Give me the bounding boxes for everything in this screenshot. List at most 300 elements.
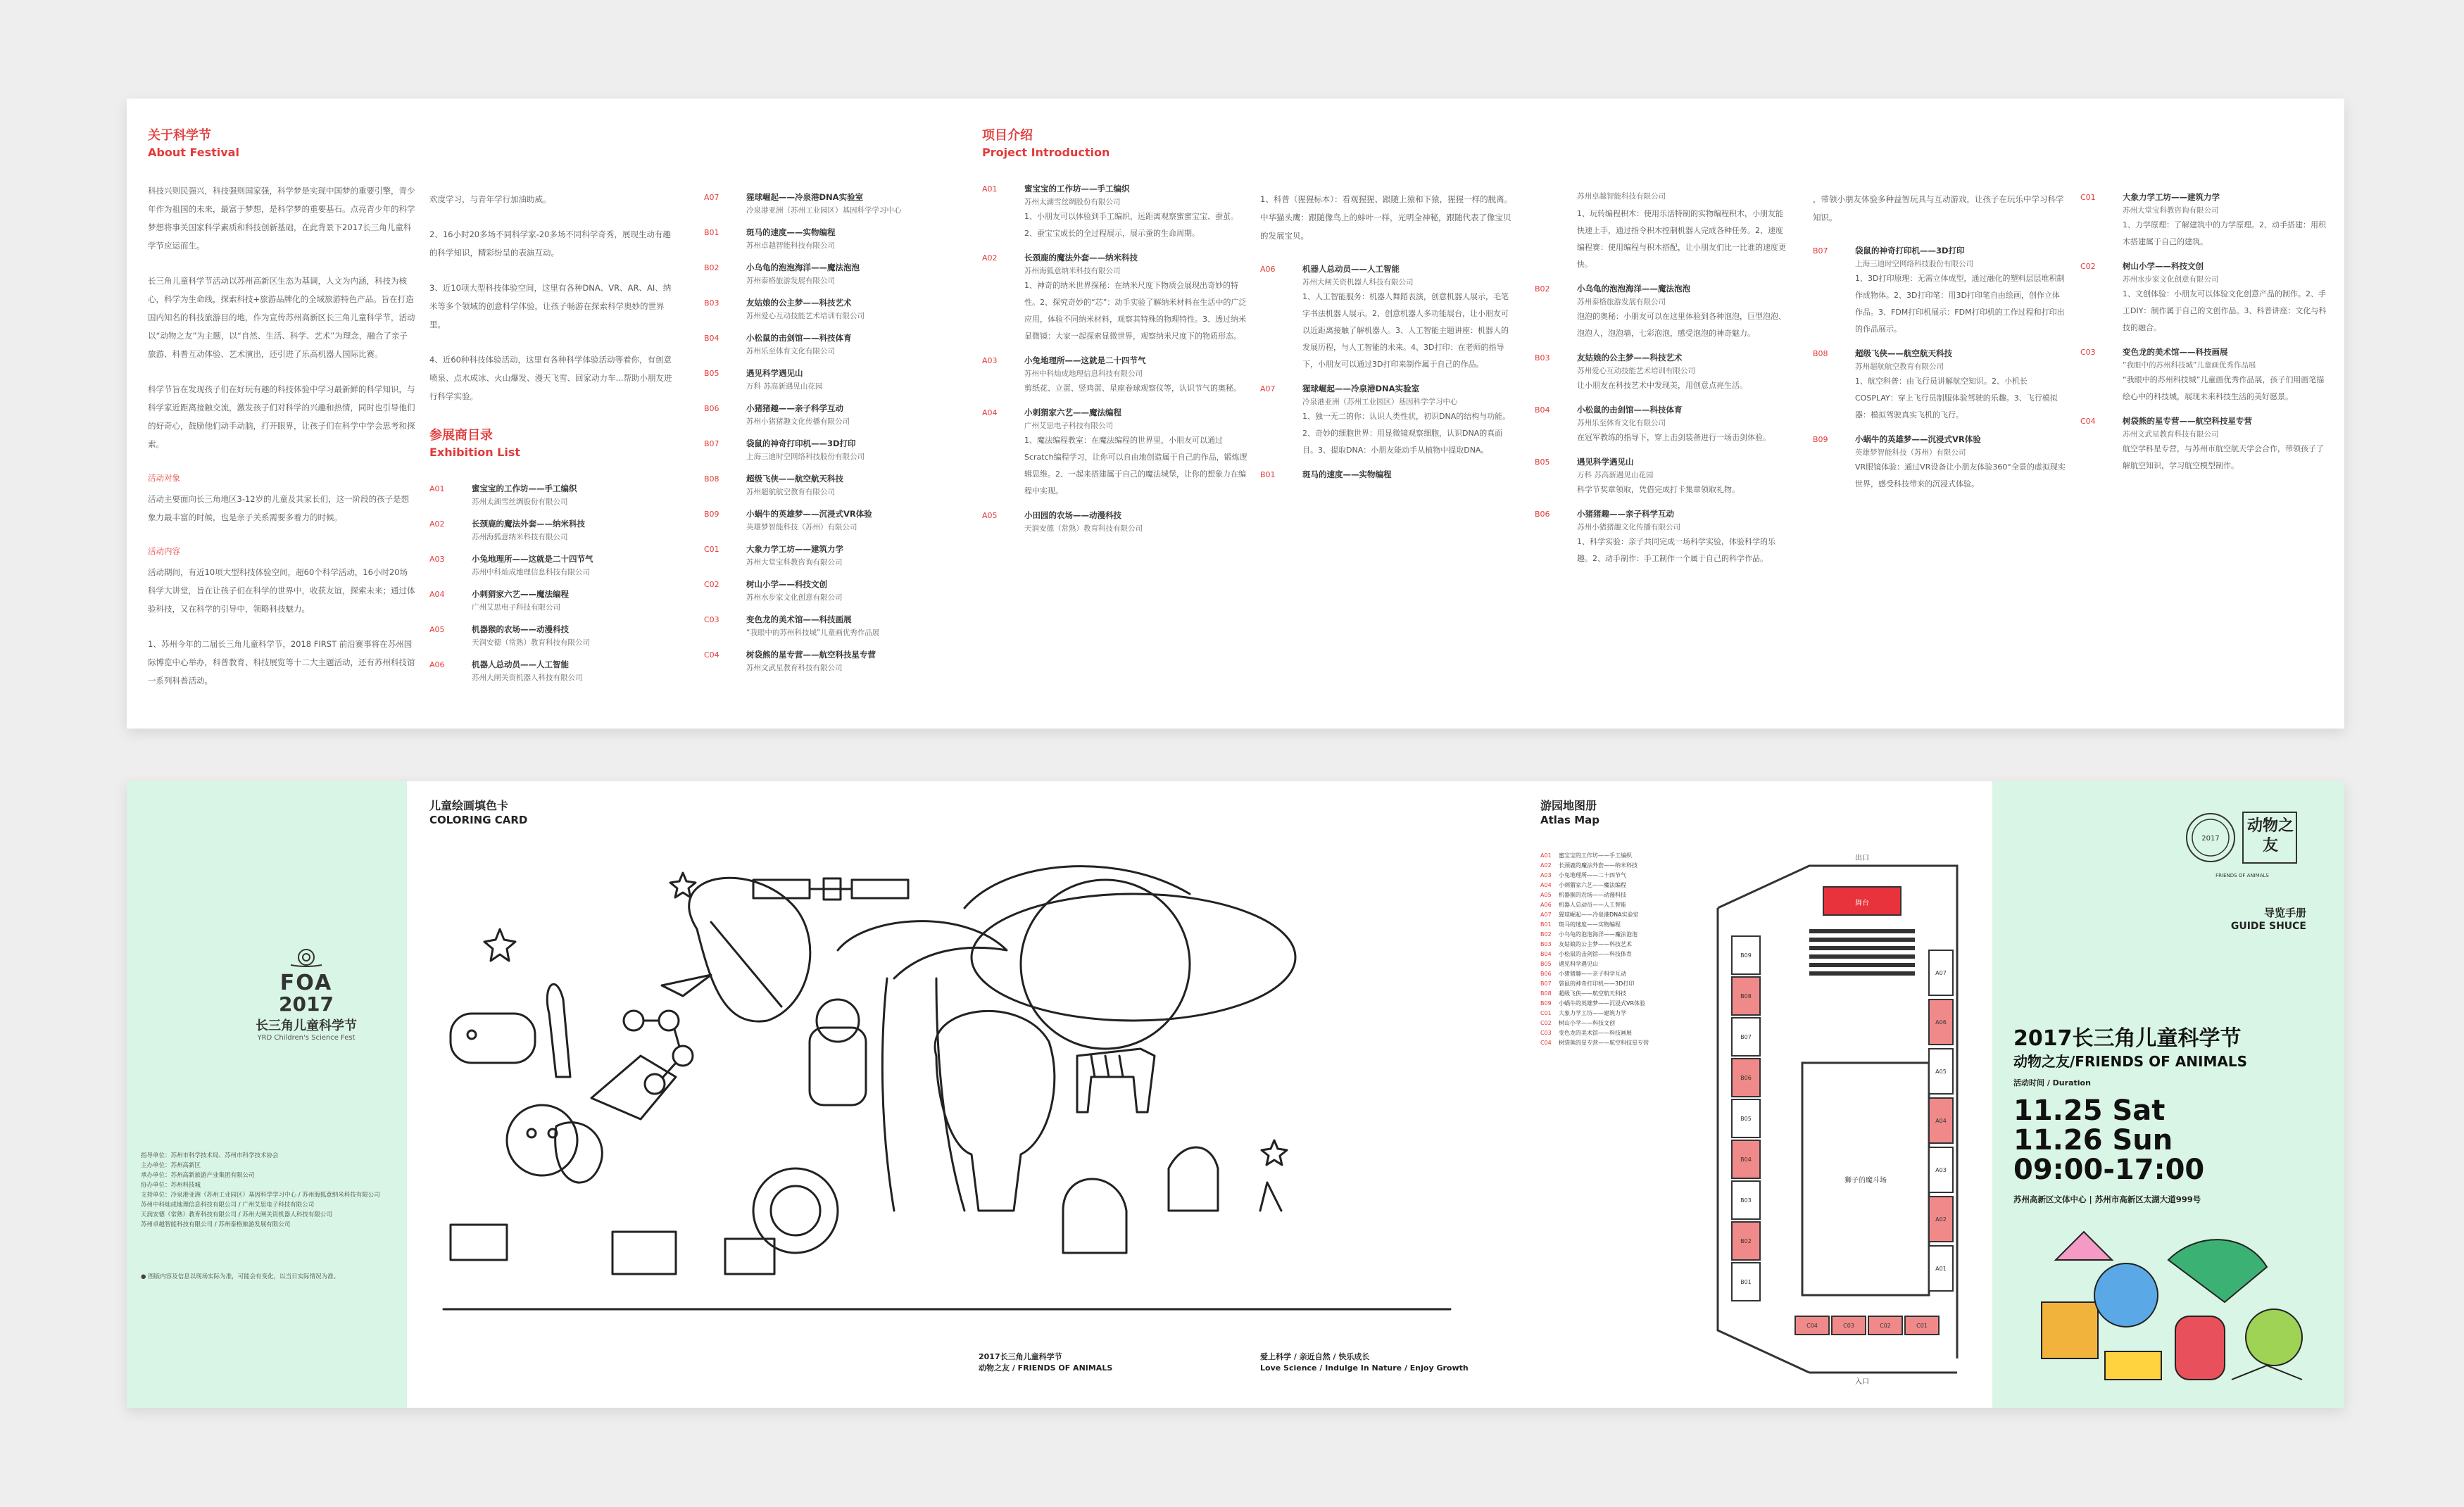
legend-name: 蜜宝宝的工作坊——手工编织	[1559, 852, 1632, 859]
item-desc: 泡泡的奥秘：小朋友可以在这里体验到各种泡泡，巨型泡泡、泡泡人，泡泡墙，七彩泡泡，感受泡泡的神奇魅力。	[1577, 312, 1786, 338]
item-sub: 英雄梦智能科技（苏州）有限公司	[1855, 448, 1966, 457]
item-name: 小松鼠的击剑馆——科技体育	[1577, 405, 1683, 415]
item-name: 大象力学工坊——建筑力学	[2123, 192, 2220, 202]
item-sub: 苏州乐至体育文化有限公司	[746, 347, 835, 355]
booth-label: A04	[1935, 1118, 1947, 1124]
list-item	[1535, 282, 1788, 342]
legend-item	[1540, 901, 1681, 909]
legend-item	[1540, 960, 1681, 968]
list-item	[429, 517, 676, 543]
item-name: 小乌龟的泡泡海洋——魔法泡泡	[1577, 284, 1690, 294]
legend-name: 小乌龟的泡泡海洋——魔法泡泡	[1559, 931, 1638, 938]
coloring-title-cn: 儿童绘画填色卡	[429, 799, 509, 812]
legend-item	[1540, 980, 1681, 988]
coloring-title-en: COLORING CARD	[429, 814, 528, 826]
list-item	[2080, 190, 2327, 251]
item-sub: 苏州超航航空教育有限公司	[746, 488, 835, 496]
item-desc: 航空学科星专营，与苏州市航空航天学会合作，带领孩子了解航空知识，学习航空模型制作。	[2123, 444, 2324, 470]
list-item	[429, 622, 676, 649]
item-code: A02	[429, 519, 445, 529]
logo-year: 2017	[2201, 835, 2220, 843]
duration-label: 活动时间 / Duration	[2013, 1078, 2091, 1087]
item-name: 遇见科学遇见山	[1577, 457, 1634, 467]
event-time: 09:00-17:00	[2013, 1154, 2205, 1186]
item-name: 斑马的速度——实物编程	[1302, 469, 1392, 479]
item-code: A03	[982, 356, 998, 365]
item-desc: 科学节奖章领取，凭借完成打卡集章领取礼物。	[1577, 485, 1740, 494]
item-sub: 苏州水步家文化创意有限公司	[2123, 275, 2219, 284]
about-title-en: About Festival	[148, 146, 239, 159]
item-code: B07	[1813, 246, 1828, 256]
item-name: 小蜗牛的英雄梦——沉浸式VR体验	[746, 509, 872, 519]
item-sub: 苏州爱心互动技能艺术培训有限公司	[1577, 367, 1695, 375]
legend-code: A07	[1540, 912, 1552, 918]
item-name: 猩球崛起——冷泉港DNA实验室	[746, 192, 864, 202]
item-sub: 万科 苏高新遇见山花园	[746, 382, 823, 391]
item-sub: 苏州大闸关资机器人科技有限公司	[472, 674, 583, 682]
item-desc: 1、3D打印原理：无需立体成型，通过融化的塑料层层堆积制作成物体。2、3D打印笔：用3D打印笔自由绘画，创作立体作品。3、FDM打印机展示：FDM打印机的工作过程和打印出的作品展示。	[1855, 274, 2065, 334]
item-code: A06	[429, 660, 445, 669]
item-code: B02	[704, 263, 719, 272]
footer-text: 2017长三角儿童科学节	[979, 1352, 1062, 1361]
legend-name: 树袋熊的星专营——航空科技星专营	[1559, 1040, 1649, 1046]
item-code: C04	[704, 650, 719, 660]
event-subtitle: 动物之友/FRIENDS OF ANIMALS	[2013, 1053, 2247, 1070]
booth-label: B02	[1740, 1238, 1752, 1244]
list-item	[704, 366, 957, 393]
sub-text: 苏州卓越智能科技有限公司	[1577, 192, 1666, 201]
list-item	[1260, 382, 1514, 459]
list-item	[1260, 467, 1514, 483]
item-desc: 1、人工智能服务：机器人舞蹈表演，创意机器人展示，毛笔字书法机器人展示。2、创意机器人多功能展台，让小朋友可以近距离接触了解机器人。3、人工智能主题讲座：机器人的发展历程，与人工智能的未来。4、3D打印：在老师的指导下，小朋友可以通过3D打印来制作属于自己的作品。	[1302, 292, 1509, 369]
legend-code: B01	[1540, 921, 1552, 928]
booth-label: B04	[1740, 1156, 1752, 1163]
item-sub: 英雄梦智能科技（苏州）有限公司	[746, 523, 857, 531]
legend-item	[1540, 871, 1681, 879]
feature-text: 2、16小时20多场不同科学家-20多场不同科学奇秀，展现生动有趣的科学知识，精彩纷呈的表演互动。	[429, 229, 671, 258]
legend-name: 斑马的速度——实物编程	[1559, 921, 1621, 928]
item-code: B08	[704, 474, 719, 484]
credit-line: 协办单位：苏州科技城	[141, 1182, 201, 1189]
booth-label: B06	[1740, 1075, 1752, 1081]
item-desc: VR眼镜体验：通过VR设备让小朋友体验360°全景的虚拟现实世界，感受科技带来的沉浸式体验。	[1855, 462, 2066, 488]
list-item	[704, 577, 957, 604]
guide-title-en: GUIDE SHUCE	[2230, 921, 2306, 932]
content-text: 1、苏州今年的二届长三角儿童科学节，2018 FIRST 前沿赛事将在苏州国际博览中心举办，科普教育、科技展览等十二大主题活动，还有苏州科技馆一系列科普活动。	[148, 639, 415, 686]
item-code: B03	[1535, 353, 1550, 362]
credit-line: 承办单位：苏州高新旅游产业集团有限公司	[141, 1172, 255, 1179]
legend-code: A06	[1540, 902, 1552, 908]
item-sub: 广州艾思电子科技有限公司	[472, 603, 560, 612]
item-sub: 苏州太湖雪丝绸股份有限公司	[1024, 198, 1121, 206]
list-item	[704, 225, 957, 252]
item-sub: 苏州卓越智能科技有限公司	[746, 241, 835, 250]
item-name: 树山小学——科技文创	[2123, 261, 2204, 271]
item-code: A07	[1260, 384, 1276, 393]
booth-label: A01	[1935, 1266, 1947, 1272]
booth-label: B05	[1740, 1116, 1752, 1122]
item-sub: 苏州爱心互动技能艺术培训有限公司	[746, 312, 865, 320]
legend-code: B08	[1540, 990, 1552, 997]
list-item	[982, 353, 1250, 397]
item-code: C03	[704, 615, 719, 624]
list-item	[1260, 262, 1514, 373]
list-item	[704, 190, 957, 217]
list-item	[704, 296, 957, 322]
item-desc: 剪纸花、立蛋、竖鸡蛋、星座卷球观察仪等，认识节气的奥秘。	[1024, 384, 1241, 393]
item-code: A04	[429, 590, 445, 599]
list-item	[2080, 414, 2327, 474]
item-sub: 天润安德（常熟）教育科技有限公司	[472, 638, 590, 647]
foa-title: FOA	[279, 971, 333, 995]
legend-code: B06	[1540, 971, 1552, 977]
friends-of-animals-logo	[2182, 802, 2302, 878]
date-saturday: 11.25 Sat	[2013, 1095, 2166, 1127]
legend-code: B03	[1540, 941, 1552, 947]
item-sub: 天润安德（常熟）教育科技有限公司	[1024, 524, 1143, 533]
legend-item	[1540, 911, 1681, 919]
footer-text: 爱上科学 / 亲近自然 / 快乐成长	[1260, 1352, 1370, 1361]
item-sub: 苏州中科灿成地理信息科技有限公司	[1024, 370, 1143, 378]
project-text: 1、科普（猩猩标本）：看观猩猩、跟随上猿和下猿，猩猩一样的脱离。中华猫头鹰：跟随像鸟上的蚌叶一样，光明全神秘，跟随代表了像宝贝的发展宝贝。	[1260, 194, 1513, 241]
item-code: B05	[1535, 458, 1550, 467]
item-code: B06	[704, 404, 719, 413]
legend-item	[1540, 921, 1681, 928]
item-code: A05	[429, 625, 445, 634]
item-code: A06	[1260, 265, 1276, 274]
booth-label: C01	[1916, 1323, 1928, 1329]
legend-item	[1540, 852, 1681, 859]
item-sub: 苏州乐至体育文化有限公司	[1577, 419, 1666, 427]
legend-code: B09	[1540, 1000, 1552, 1007]
legend-item	[1540, 1029, 1681, 1037]
atlas-legend	[1540, 852, 1681, 1049]
feature-text: 欢度学习，与青年学行加油助威。	[429, 194, 551, 204]
legend-code: B02	[1540, 931, 1552, 938]
item-code: A02	[982, 253, 998, 263]
item-code: A05	[982, 511, 998, 520]
exit-label: 出口	[1855, 855, 1869, 862]
item-code: A01	[429, 484, 445, 493]
project-column-5	[2080, 190, 2327, 483]
legend-code: A03	[1540, 872, 1552, 878]
legend-item	[1540, 862, 1681, 869]
list-item	[704, 648, 957, 674]
about-paragraph: 科技兴则民强兴，科技强则国家强，科学梦是实现中国梦的重要引擎，青少年作为祖国的未来，最富于梦想，是科学梦的重要基石。点亮青少年的科学梦想将事关国家科学素质和科技创新基础，在此背景下2017长三角儿童科学节应运而生。	[148, 186, 415, 251]
legend-code: B07	[1540, 981, 1552, 987]
item-name: 蜜宝宝的工作坊——手工编织	[1024, 184, 1130, 194]
legend-code: A04	[1540, 882, 1552, 888]
legend-item	[1540, 1019, 1681, 1027]
exhibitor-title-en: Exhibition List	[429, 446, 520, 459]
legend-item	[1540, 990, 1681, 997]
list-item	[982, 508, 1250, 535]
item-name: 小兔地理所——这就是二十四节气	[472, 554, 593, 564]
item-name: 树袋熊的星专营——航空科技星专营	[2123, 416, 2252, 426]
legend-code: A02	[1540, 862, 1552, 869]
footer-text: Love Science / Indulge In Nature / Enjoy Growth	[1260, 1363, 1469, 1373]
item-name: 袋鼠的神奇打印机——3D打印	[746, 439, 856, 448]
list-item	[1535, 206, 1788, 273]
legend-name: 变色龙的美术馆——科技画展	[1559, 1030, 1632, 1036]
item-code: B02	[1535, 284, 1550, 294]
list-item	[429, 481, 676, 508]
item-sub: 苏州小猪猪趣文化传播有限公司	[1577, 523, 1680, 531]
item-name: 遇见科学遇见山	[746, 368, 803, 378]
item-sub: 广州艾思电子科技有限公司	[1024, 422, 1113, 430]
item-name: 小猪猪趣——亲子科学互动	[746, 403, 843, 413]
legend-code: B05	[1540, 961, 1552, 967]
list-item	[1813, 244, 2066, 338]
footer-text: 动物之友 / FRIENDS OF ANIMALS	[979, 1363, 1113, 1373]
item-sub: 上海三迪时空网络科技股份有限公司	[746, 453, 865, 461]
legend-code: C04	[1540, 1040, 1552, 1046]
item-desc: 1、文创体验：小朋友可以体验文化创意产品的制作。2、手工DIY：制作属于自己的文创作品。3、科普讲座：文化与科技的融合。	[2123, 289, 2327, 332]
legend-name: 袋鼠的神奇打印机——3D打印	[1559, 981, 1635, 987]
left-mint-panel	[127, 781, 407, 1408]
legend-name: 超级飞侠——航空航天科技	[1559, 990, 1626, 997]
list-item	[704, 612, 957, 639]
legend-item	[1540, 1000, 1681, 1007]
booth-label: A07	[1935, 970, 1947, 976]
item-name: 斑马的速度——实物编程	[746, 227, 836, 237]
legend-item	[1540, 1009, 1681, 1017]
animal-collage-illustration	[2013, 1218, 2323, 1401]
list-item	[1535, 455, 1788, 498]
item-desc: 1、科学实验：亲子共同完成一场科学实验，体验科学的乐趣。2、动手制作：手工制作一个属于自己的科学作品。	[1577, 537, 1775, 563]
project-column-4	[1813, 190, 2066, 501]
list-item	[429, 552, 676, 579]
project-title-cn: 项目介绍	[982, 128, 1033, 143]
legend-item	[1540, 1039, 1681, 1047]
item-name: 蜜宝宝的工作坊——手工编织	[472, 484, 577, 493]
exhibitor-list	[429, 481, 676, 684]
item-name: 长颈鹿的魔法外套——纳米科技	[472, 519, 585, 529]
item-sub: 苏州海狐意纳米科技有限公司	[1024, 267, 1121, 275]
item-name: 小乌龟的泡泡海洋——魔法泡泡	[746, 263, 860, 272]
item-name: 小田园的农场——动漫科技	[1024, 510, 1121, 520]
item-code: B06	[1535, 510, 1550, 519]
item-desc: 1、神奇的纳米世界探秘：在纳米尺度下物质会展现出奇妙的特性。2、探究奇妙的“芯”：动手实验了解纳米材料在生活中的广泛应用，体验不同纳米材料，观察其特殊的物理特性。3、透过纳米显微镜：大家一起探索显微世界，观察纳米尺度下的物质形态。	[1024, 281, 1247, 341]
item-name: 树袋熊的星专营——航空科技星专营	[746, 650, 876, 660]
item-name: 小松鼠的击剑馆——科技体育	[746, 333, 852, 343]
foa-logo	[232, 947, 380, 1042]
credit-line: 支持单位：冷泉港亚洲（苏州工业园区）基因科学学习中心 / 苏州海狐意纳米科技有限公司	[141, 1192, 380, 1199]
item-sub: “我眼中的苏州科技城”儿童画优秀作品展	[2123, 361, 2256, 370]
coloring-footer-left	[979, 1351, 1112, 1374]
content-text: 活动期间，有近10项大型科技体验空间，超60个科学活动，16小时20场科学大讲堂，旨在让孩子们在科学的世界中，收获友谊，探索未来；通过体验科技，又在科学的引导中，领略科技魅力。	[148, 567, 415, 614]
legend-name: 遇见科学遇见山	[1559, 961, 1598, 967]
legend-code: C01	[1540, 1010, 1552, 1016]
legend-item	[1540, 970, 1681, 978]
list-item	[1535, 351, 1788, 394]
item-code: B03	[704, 298, 719, 308]
item-name: 树山小学——科技文创	[746, 579, 827, 589]
item-code: C02	[704, 580, 719, 589]
item-name: 超级飞侠——航空航天科技	[1855, 348, 1952, 358]
booth-label: C02	[1880, 1323, 1891, 1329]
item-sub: 苏州文武星教育科技有限公司	[746, 664, 843, 672]
item-name: 大象力学工坊——建筑力学	[746, 544, 843, 554]
booth-label: B08	[1740, 993, 1752, 1000]
credit-line: 苏州中科灿成地理信息科技有限公司 / 广州艾思电子科技有限公司	[141, 1202, 315, 1209]
item-sub: 苏州大堂宝科教咨询有限公司	[746, 558, 843, 567]
stage-label: 舞台	[1855, 900, 1869, 907]
item-desc: 1、玩转编程积木：使用乐活特制的实物编程积木，小朋友能快速上手，通过指令积木控制机器人完成各种任务。2、速度编程赛：使用编程与积木搭配，让小朋友们比一比谁的速度更快。	[1577, 209, 1786, 269]
booth-label: B09	[1740, 952, 1752, 959]
arena-label: 狮子的魔斗场	[1844, 1177, 1887, 1185]
item-name: 超级飞侠——航空航天科技	[746, 474, 843, 484]
about-festival-column	[148, 127, 415, 707]
list-item	[704, 260, 957, 287]
legend-name: 小刺猬家六艺——魔法编程	[1559, 882, 1626, 888]
item-code: B01	[1260, 470, 1276, 479]
atlas-title-en: Atlas Map	[1540, 814, 1599, 826]
date-sunday: 11.26 Sun	[2013, 1124, 2173, 1156]
legend-name: 机器猴的农场——动漫科技	[1559, 892, 1626, 898]
item-sub: 苏州大堂宝科教咨询有限公司	[2123, 206, 2219, 215]
logo-text: 动物之友	[2246, 817, 2294, 855]
list-item	[982, 182, 1250, 242]
list-item	[2080, 259, 2327, 336]
exhibitor-title-cn: 参展商目录	[429, 428, 493, 443]
legend-item	[1540, 950, 1681, 958]
legend-name: 小蜗牛的英雄梦——沉浸式VR体验	[1559, 1000, 1646, 1007]
target-label: 活动对象	[148, 473, 180, 483]
exhibitor-list-continued	[704, 190, 957, 683]
item-code: C02	[2080, 262, 2096, 271]
item-desc: 1、魔法编程教室：在魔法编程的世界里，小朋友可以通过Scratch编程学习，让你可以自由地创造属于自己的作品，锻炼逻辑思维。2、一起来搭建属于自己的魔法城堡，让你的想象力在编程中实现。	[1024, 436, 1247, 496]
item-code: B01	[704, 228, 719, 237]
item-name: 友姑娘的公主梦——科技艺术	[1577, 353, 1683, 362]
item-sub: 苏州中科灿成地理信息科技有限公司	[472, 568, 590, 576]
legend-name: 长颈鹿的魔法外套——纳米科技	[1559, 862, 1638, 869]
item-name: 小刺猬家六艺——魔法编程	[472, 589, 569, 599]
item-name: 友姑娘的公主梦——科技艺术	[746, 298, 852, 308]
content-label: 活动内容	[148, 546, 180, 556]
booth-label: B07	[1740, 1034, 1752, 1040]
list-item	[982, 251, 1250, 345]
list-item	[1535, 403, 1788, 446]
foa-name-en: YRD Children's Science Fest	[257, 1034, 356, 1042]
project-column-3	[1535, 190, 1788, 576]
project-intro-column	[982, 127, 1250, 543]
item-code: B05	[704, 369, 719, 378]
item-sub: “我眼中的苏州科技城”儿童画优秀作品展	[746, 629, 880, 637]
list-item	[982, 405, 1250, 500]
coloring-illustration	[429, 845, 1464, 1337]
event-title: 2017长三角儿童科学节	[2013, 1026, 2242, 1051]
item-name: 小猪猪趣——亲子科学互动	[1577, 509, 1674, 519]
item-code: B07	[704, 439, 719, 448]
item-desc: 1、航空科普：由飞行员讲解航空知识。2、小机长COSPLAY：穿上飞行员制服体验驾驶的乐趣。3、飞行模拟器：模拟驾驶真实飞机的飞行。	[1855, 377, 2058, 420]
item-code: C01	[2080, 193, 2096, 202]
project-title-en: Project Introduction	[982, 146, 1110, 159]
about-paragraph: 科学节旨在发现孩子们在好玩有趣的科技体验中学习最新鲜的科学知识，与科学家近距离接触交流，激发孩子们对科学的兴趣和热情，同时也引导他们的好奇心，鼓励他们动手动脑，打开眼界，让孩子们在科学中学会思考和探索。	[148, 384, 415, 449]
list-item	[704, 542, 957, 569]
about-paragraph: 长三角儿童科学节活动以苏州高新区生态为基调，人文为内涵，科技为核心，科学为生命线，探索科技+旅游品牌化的全域旅游特色产品。旨在打造国内知名的科技旅游目的地，作为宣传苏州高新区长三角儿童科学节，活动以“动物之友”为主题，以“自然、生活、科学、艺术”为理念，融合了亲子旅游、科普互动体验、艺术演出，还引进了乐高机器人国际比赛。	[148, 276, 415, 359]
legend-name: 机器人总动员——人工智能	[1559, 902, 1626, 908]
booth-label: B01	[1740, 1279, 1752, 1285]
legend-code: B04	[1540, 951, 1552, 957]
feature-text: 4、近60种科技体验活动，这里有各种科学体验活动等着你，有创意喷泉、点水成冰、火山爆发、漫天飞雪、回家动力车...帮助小朋友进行科学实验。	[429, 355, 672, 401]
project-text: ，带领小朋友体验多种益智玩具与互动游戏，让孩子在玩乐中学习科学知识。	[1813, 194, 2064, 222]
legend-item	[1540, 940, 1681, 948]
item-sub: 苏州小猪猪趣文化传播有限公司	[746, 417, 850, 426]
legend-name: 小猪猪趣——亲子科学互动	[1559, 971, 1626, 977]
item-sub: 上海三迪时空网络科技股份有限公司	[1855, 260, 1973, 268]
legend-item	[1540, 881, 1681, 889]
item-code: A03	[429, 555, 445, 564]
item-name: 小蜗牛的英雄梦——沉浸式VR体验	[1855, 434, 1981, 444]
credit-line: 苏州卓越智能科技有限公司 / 苏州泰格旅游发展有限公司	[141, 1221, 291, 1228]
venue-map	[1704, 852, 1971, 1387]
target-text: 活动主要面向长三角地区3-12岁的儿童及其家长们，这一阶段的孩子是想象力最丰富的时候，也是亲子关系需要多着力的时候。	[148, 494, 410, 522]
item-code: A01	[982, 184, 998, 194]
item-sub: 苏州文武星教育科技有限公司	[2123, 430, 2219, 439]
booth-label: A05	[1935, 1068, 1947, 1075]
credits-note: ● 图版内容及信息以现场实际为准，可能会有变化，以当日实际情况为准。	[141, 1273, 340, 1280]
booth-label: B03	[1740, 1197, 1752, 1204]
guide-title-cn: 导览手册	[2263, 907, 2306, 919]
legend-name: 小松鼠的击剑馆——科技体育	[1559, 951, 1632, 957]
credit-line: 主办单位：苏州高新区	[141, 1162, 201, 1169]
item-name: 机器人总动员——人工智能	[472, 660, 569, 669]
item-code: B09	[1813, 435, 1828, 444]
event-address: 苏州高新区文体中心 | 苏州市高新区太湖大道999号	[2013, 1194, 2201, 1204]
item-desc: 在冠军教练的指导下，穿上击剑装备进行一场击剑体验。	[1577, 433, 1771, 442]
logo-sub: FRIENDS OF ANIMALS	[2215, 873, 2269, 878]
item-sub: 苏州泰格旅游发展有限公司	[1577, 298, 1666, 306]
list-item	[1813, 346, 2066, 424]
project-column-2	[1260, 190, 1514, 491]
entrance-label: 入口	[1855, 1378, 1869, 1386]
item-name: 变色龙的美术馆——科技画展	[2123, 347, 2228, 357]
list-item	[704, 401, 957, 428]
item-name: 猩球崛起——冷泉港DNA实验室	[1302, 384, 1420, 393]
item-code: B09	[704, 510, 719, 519]
item-desc: 1、力学原理：了解建筑中的力学原理。2、动手搭建：用积木搭建属于自己的建筑。	[2123, 220, 2326, 246]
about-title-cn: 关于科学节	[148, 128, 211, 143]
item-code: C03	[2080, 348, 2096, 357]
legend-code: C03	[1540, 1030, 1552, 1036]
legend-code: A05	[1540, 892, 1552, 898]
legend-code: C02	[1540, 1020, 1552, 1026]
item-sub: 万科 苏高新遇见山花园	[1577, 471, 1654, 479]
item-sub: 苏州水步家文化创意有限公司	[746, 593, 843, 602]
list-item	[704, 472, 957, 498]
credit-line: 天润安德（常熟）教育科技有限公司 / 苏州大闸关资机器人科技有限公司	[141, 1211, 332, 1218]
item-name: 机器人总动员——人工智能	[1302, 264, 1400, 274]
coloring-footer-right	[1260, 1351, 1469, 1374]
list-item	[429, 587, 676, 614]
feature-text: 3、近10项大型科技体验空间，这里有各种DNA、VR、AR、AI、纳米等多个领域的创意科学体验，让孩子畅游在探索科学奥妙的世界里。	[429, 283, 672, 329]
legend-name: 猩球崛起——冷泉港DNA实验室	[1559, 912, 1639, 918]
snail-icon	[285, 947, 327, 968]
item-code: C01	[704, 545, 719, 554]
list-item	[429, 657, 676, 684]
list-item	[704, 331, 957, 358]
item-name: 机器猴的农场——动漫科技	[472, 624, 569, 634]
foa-name-cn: 长三角儿童科学节	[256, 1019, 357, 1033]
list-item	[2080, 345, 2327, 405]
item-code: A04	[982, 408, 998, 417]
booth-label: C03	[1843, 1323, 1854, 1329]
atlas-title-cn: 游园地图册	[1540, 799, 1597, 812]
map-brochure-spread	[127, 781, 2344, 1408]
item-name: 小兔地理所——这就是二十四节气	[1024, 355, 1146, 365]
item-sub: 苏州泰格旅游发展有限公司	[746, 277, 835, 285]
